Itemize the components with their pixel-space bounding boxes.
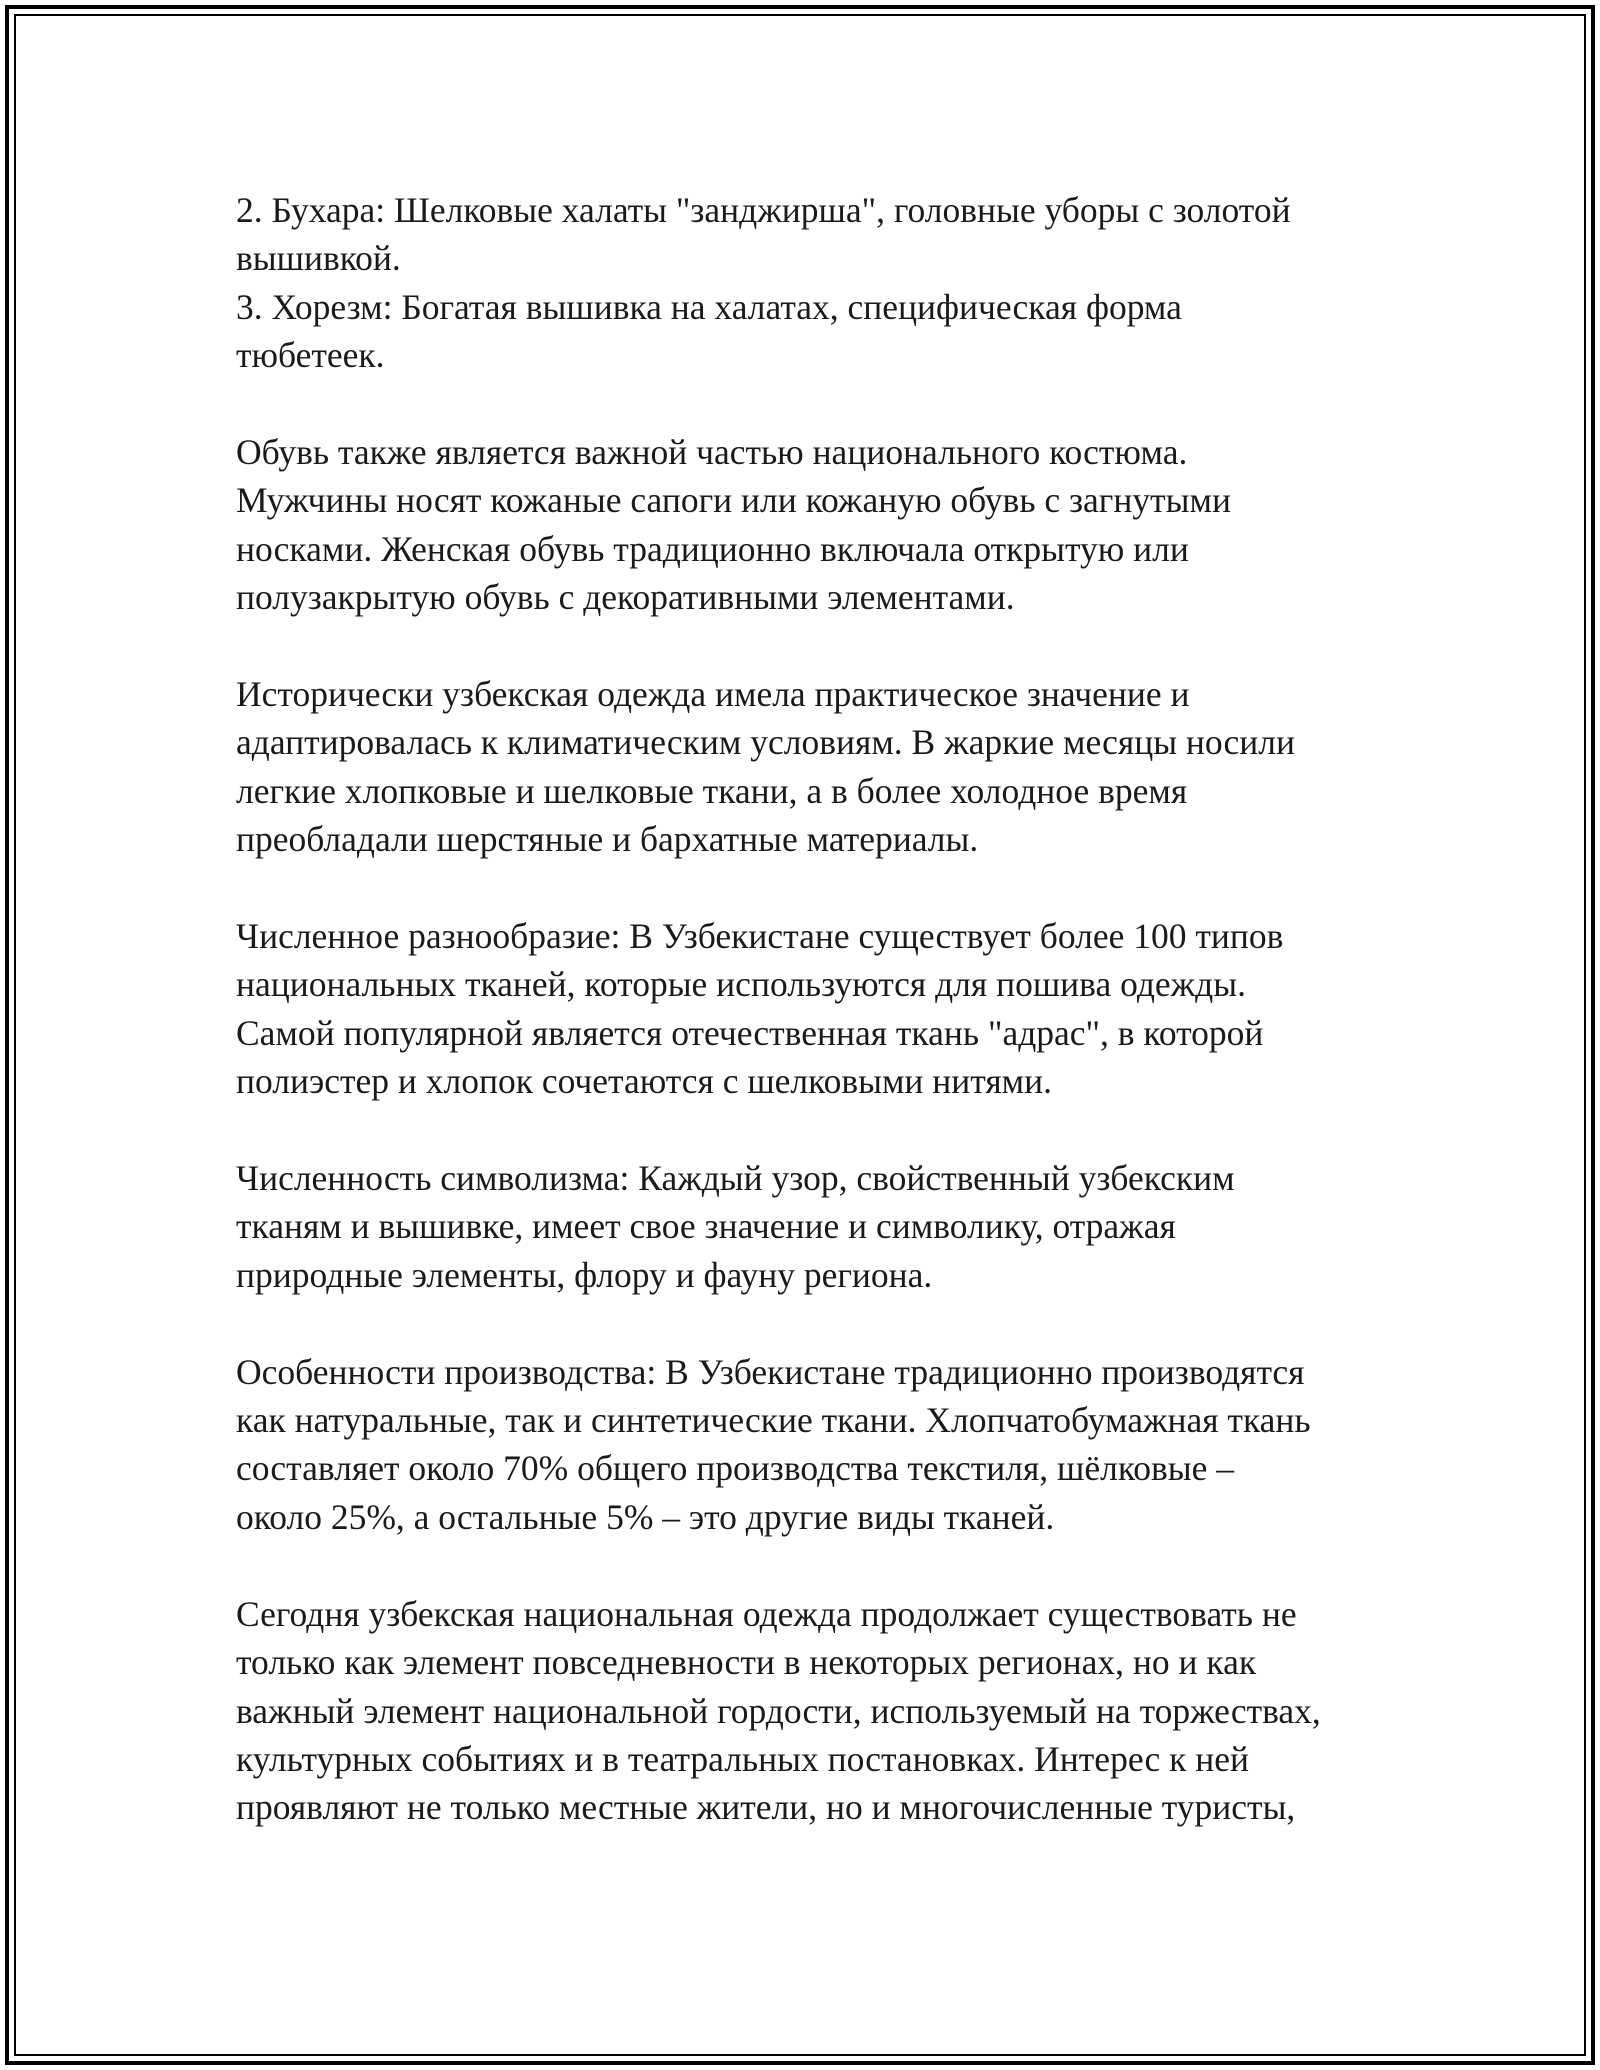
text-line: 3. Хорезм: Богатая вышивка на халатах, специфическая форма — [236, 286, 1182, 327]
text-line: тканям и вышивке, имеет свое значение и символику, отражая — [236, 1206, 1176, 1247]
text-line: Самой популярной является отечественная ткань "адрас", в которой — [236, 1012, 1264, 1053]
text-line: национальных тканей, которые используются для пошива одежды. — [236, 964, 1246, 1005]
text-line: природные элементы, флору и фауну региона. — [236, 1254, 933, 1295]
paragraph-today — [236, 1590, 1376, 1832]
text-line: составляет около 70% общего производства текстиля, шёлковые – — [236, 1448, 1235, 1489]
paragraph-symbolism — [236, 1154, 1376, 1299]
text-line: адаптировалась к климатическим условиям. В жаркие месяцы носили — [236, 722, 1296, 763]
text-line: Исторически узбекская одежда имела практическое значение и — [236, 674, 1190, 715]
document-body — [236, 186, 1376, 1880]
text-line: Особенности производства: В Узбекистане традиционно производятся — [236, 1351, 1305, 1392]
paragraph-footwear — [236, 428, 1376, 622]
text-line: полузакрытую обувь с декоративными элементами. — [236, 577, 1015, 618]
text-line: вышивкой. — [236, 238, 401, 279]
text-line: полиэстер и хлопок сочетаются с шелковыми нитями. — [236, 1061, 1052, 1102]
text-line: преобладали шерстяные и бархатные материалы. — [236, 819, 979, 860]
text-line: носками. Женская обувь традиционно включала открытую или — [236, 528, 1189, 569]
text-line: только как элемент повседневности в некоторых регионах, но и как — [236, 1642, 1257, 1683]
paragraph-production — [236, 1348, 1376, 1542]
text-line: Численность символизма: Каждый узор, свойственный узбекским — [236, 1158, 1235, 1199]
paragraph-history — [236, 670, 1376, 864]
paragraph-regions-list — [236, 186, 1376, 380]
text-line: около 25%, а остальные 5% – это другие виды тканей. — [236, 1496, 1055, 1537]
text-line: проявляют не только местные жители, но и многочисленные туристы, — [236, 1787, 1296, 1828]
text-line: Обувь также является важной частью национального костюма. — [236, 432, 1188, 473]
paragraph-fabric-variety — [236, 912, 1376, 1106]
text-line: Численное разнообразие: В Узбекистане существует более 100 типов — [236, 916, 1284, 957]
text-line: важный элемент национальной гордости, используемый на торжествах, — [236, 1690, 1321, 1731]
text-line: культурных событиях и в театральных постановках. Интерес к ней — [236, 1738, 1249, 1779]
text-line: 2. Бухара: Шелковые халаты "занджирша", головные уборы с золотой — [236, 190, 1291, 230]
text-line: Мужчины носят кожаные сапоги или кожаную обувь с загнутыми — [236, 480, 1231, 521]
text-line: как натуральные, так и синтетические ткани. Хлопчатобумажная ткань — [236, 1400, 1311, 1441]
text-line: Сегодня узбекская национальная одежда продолжает существовать не — [236, 1593, 1297, 1634]
text-line: легкие хлопковые и шелковые ткани, а в более холодное время — [236, 770, 1188, 811]
text-line: тюбетеек. — [236, 335, 385, 376]
